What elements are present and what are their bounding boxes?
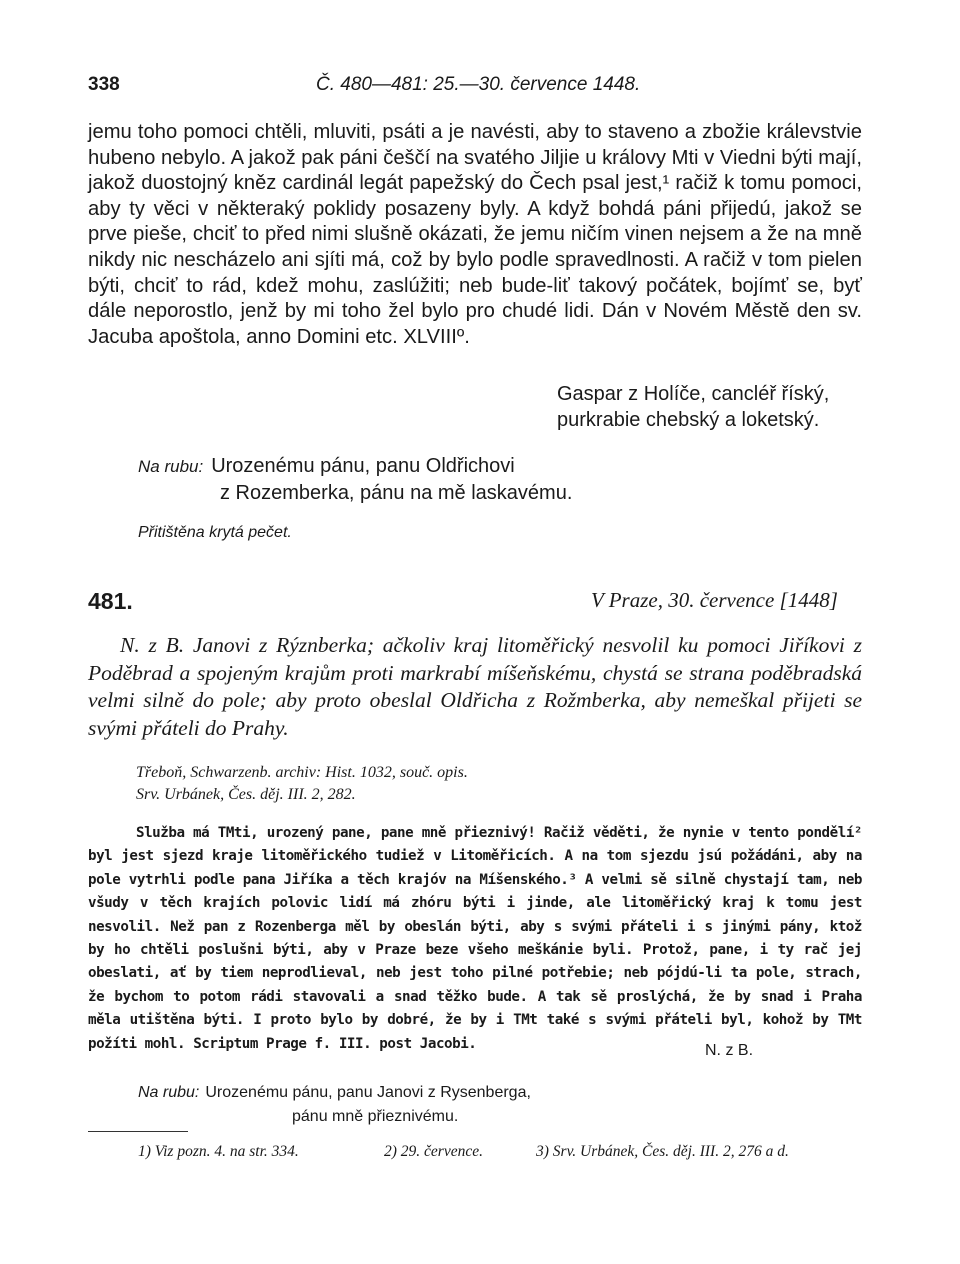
endorsement-480 <box>138 453 573 504</box>
running-title: Č. 480—481: 25.—30. července 1448. <box>316 74 641 95</box>
signature-line-1: Gaspar z Holíče, cancléř říský, <box>557 383 830 405</box>
footnote-rule <box>88 1131 188 1132</box>
letter-481-signature: N. z B. <box>705 1042 754 1059</box>
endorsement-481 <box>138 1081 531 1125</box>
footnotes <box>138 1143 862 1165</box>
footnote-1: 1) Viz pozn. 4. na str. 334. <box>138 1143 299 1160</box>
letter-481-text: Služba má TMti, urozený pane, pane mně přieznivý! Račiž věděti, že nynie v tento pondělí² byl jest sjezd kraje litoměřického tudiež v Litoměřicích. A na tom sjezdu jsú požádáni, aby na pole vytrhli podle pana Jiříka a těch krajóv na Míšenského.³ A velmi sě silně chystají tam, neb všudy v těch krajích polovic lidí má zhóru býti i jinde, ale litoměřický kraj k tomu jest nesvolil. Než pan z Rozenberga měl by obeslán býti, aby s svými přáteli i s jinými pány, ktož by ho chtěli poslušni býti, aby v Praze beze všeho meškánie byli. Protož, pane, i ty rač jej obeslati, ať by tiem neprodlieval, neb jest toho pilné potřebie; neb pójdú-li ta pole, strach, že bychom to potom rádi stavovali a snad těžko bude. A tak sě proslýchá, že by snad i Praha měla utištěna býti. I proto bylo by dobré, že by i TMt také s svými přáteli byl, kohož by TMt požíti mohl. Scriptum Prage f. III. post Jacobi. <box>88 825 862 1052</box>
endorsement-line-1: Urozenému pánu, panu Oldřichovi <box>211 455 515 477</box>
signature-line-2: purkrabie chebský a loketský. <box>557 408 820 431</box>
source-citation <box>136 762 468 806</box>
source-line-1: Třeboň, Schwarzenb. archiv: Hist. 1032, souč. opis. <box>136 764 468 781</box>
seal-note: Přitištěna krytá pečet. <box>138 524 292 541</box>
running-head <box>88 74 864 100</box>
endorsement-label: Na rubu: <box>138 457 204 476</box>
letter-480-signature <box>557 382 829 433</box>
endorsement-line-2: z Rozemberka, pánu na mě laskavému. <box>220 482 573 504</box>
footnote-2: 2) 29. července. <box>384 1143 483 1160</box>
endorsement-line-2: pánu mně přieznivému. <box>292 1108 459 1125</box>
document-place-date: V Praze, 30. července [1448] <box>591 588 838 612</box>
endorsement-line-1: Urozenému pánu, panu Janovi z Rysenberga, <box>205 1084 531 1101</box>
document-number: 481. <box>88 588 133 614</box>
page-number: 338 <box>88 74 120 95</box>
letter-480-text: jemu toho pomoci chtěli, mluviti, psáti a je navésti, aby to staveno a zbožie králevstvie hubeno nebylo. A jakož pak páni češčí na svatého Jiljie u královy Mti v Viedni býti mají, jakož duostojný kněz cardinál legát papežský do Čech psal jest,¹ račiž k tomu pomoci, aby ty věci v některaký poklidy posazeny byly. A když bohdá páni přijedú, jakož se prve pieše, chciť to před nimi slušně okázati, že jemu ničím vinen nejsem a že na mně nikdy nic nescházelo ani sjíti má, což by bylo podle spravedlnosti. A račiž v tom pielen býti, chciť to rád, kdež mohu, zaslúžiti; neb bude-liť takový počátek, bojímť se, byť dále neporostlo, jenž by mi toho žel bylo pro chudé lidi. Dán v Novém Městě den sv. Jacuba apoštola, anno Domini etc. XLVIIIº. <box>88 121 862 348</box>
endorsement-label: Na rubu: <box>138 1084 200 1101</box>
regest-summary: N. z B. Janovi z Rýznberka; ačkoliv kraj litoměřický nesvolil ku pomoci Jiříkovi z Poděbrad a spojeným krajům proti markrabí míšeňskému, chystá se strana poděbradská velmi silně do pole; aby proto obeslal Oldřicha z Rožmberka, aby nemeškal přijeti se svými přáteli do Prahy. <box>88 633 862 740</box>
footnote-3: 3) Srv. Urbánek, Čes. děj. III. 2, 276 a d. <box>536 1143 789 1160</box>
source-line-2: Srv. Urbánek, Čes. děj. III. 2, 282. <box>136 786 356 803</box>
